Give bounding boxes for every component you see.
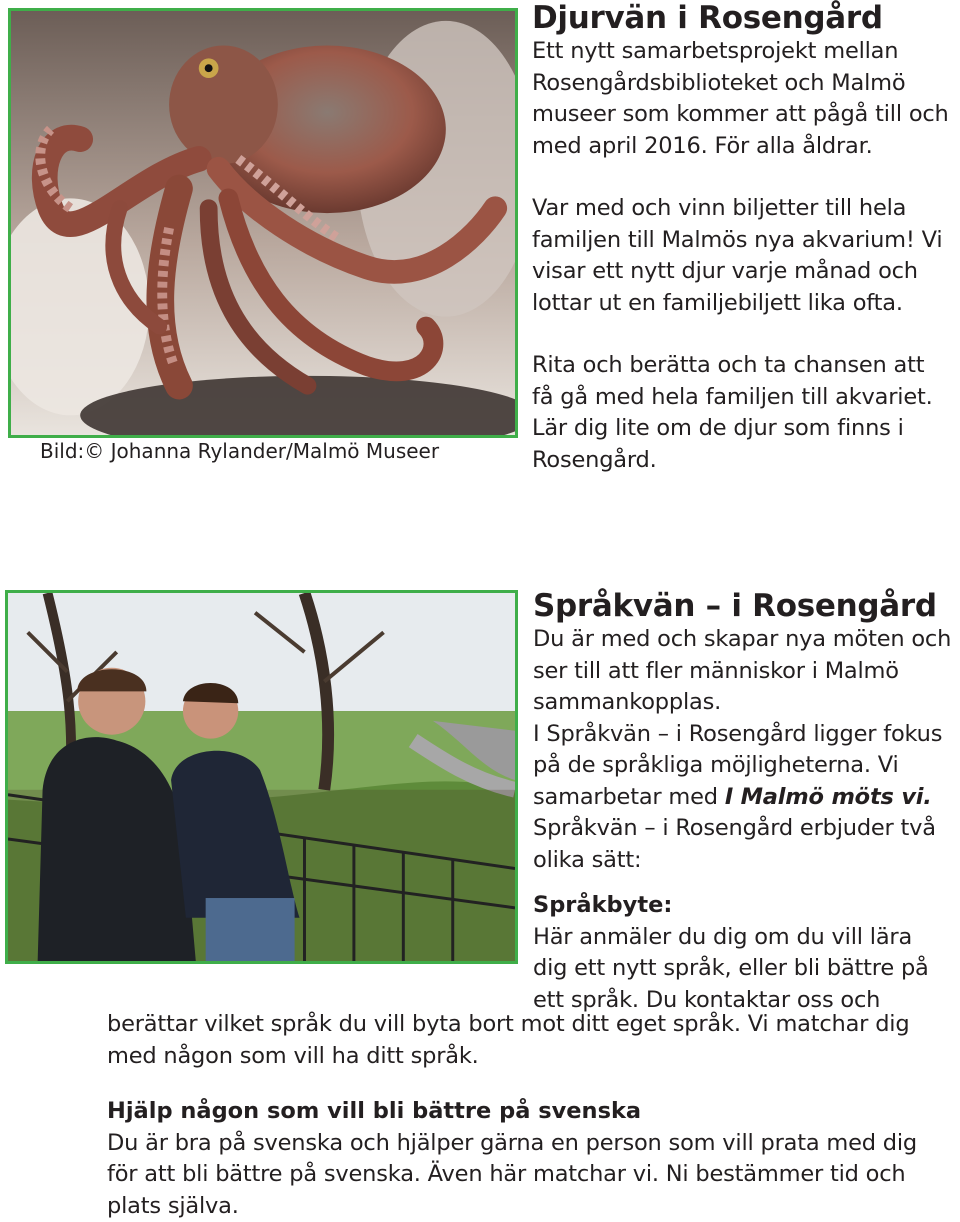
help-text: Du är bra på svenska och hjälper gärna en person som vill prata med dig för att bli bättre på svenska. Även här matchar vi. Ni bestämmer tid och plats själva. (107, 1128, 947, 1222)
section-sprakvan (533, 588, 958, 1016)
park-illustration (8, 593, 515, 961)
draw-paragraph: Rita och berätta och ta chansen att få gå med hela familjen till akvariet. Lär dig lite om de djur som finns i Rosengård. (532, 350, 952, 476)
focus-text: I Språkvän – i Rosengård ligger fokus på de språkliga möjligheterna. Vi samarbetar med (533, 721, 942, 810)
people-photo (5, 590, 518, 964)
section-djurvan (532, 0, 952, 476)
intro-paragraph: Du är med och skapar nya möten och ser till att fler människor i Malmö sammankopplas. (533, 624, 958, 719)
contest-paragraph: Var med och vinn biljetter till hela familjen till Malmös nya akvarium! Vi visar ett nytt djur varje månad och lottar ut en familjebiljett lika ofta. (532, 193, 952, 319)
octopus-illustration (11, 11, 515, 435)
intro-paragraph: Ett nytt samarbetsprojekt mellan Rosengårdsbiblioteket och Malmö museer som kommer att pågå till och med april 2016. För alla åldrar. (532, 36, 952, 162)
section-sprakvan-continued (107, 1009, 947, 1222)
section-title: Språkvän – i Rosengård (533, 588, 958, 624)
sprakbyte-text-b: berättar vilket språk du vill byta bort mot ditt eget språk. Vi matchar dig med någon som vill ha ditt språk. (107, 1009, 942, 1072)
section-title: Djurvän i Rosengård (532, 0, 952, 36)
sprakbyte-heading: Språkbyte: (533, 890, 958, 922)
help-heading: Hjälp någon som vill bli bättre på svenska (107, 1096, 947, 1128)
focus-paragraph (533, 719, 958, 814)
ways-paragraph: Språkvän – i Rosengård erbjuder två olika sätt: (533, 813, 958, 876)
octopus-photo (8, 8, 518, 438)
partner-name: I Malmö möts vi. (725, 784, 932, 810)
photo-credit: Bild:© Johanna Rylander/Malmö Museer (40, 438, 439, 464)
sprakbyte-text-a: Här anmäler du dig om du vill lära dig ett nytt språk, eller bli bättre på ett språk. Du kontaktar oss och (533, 922, 943, 1017)
